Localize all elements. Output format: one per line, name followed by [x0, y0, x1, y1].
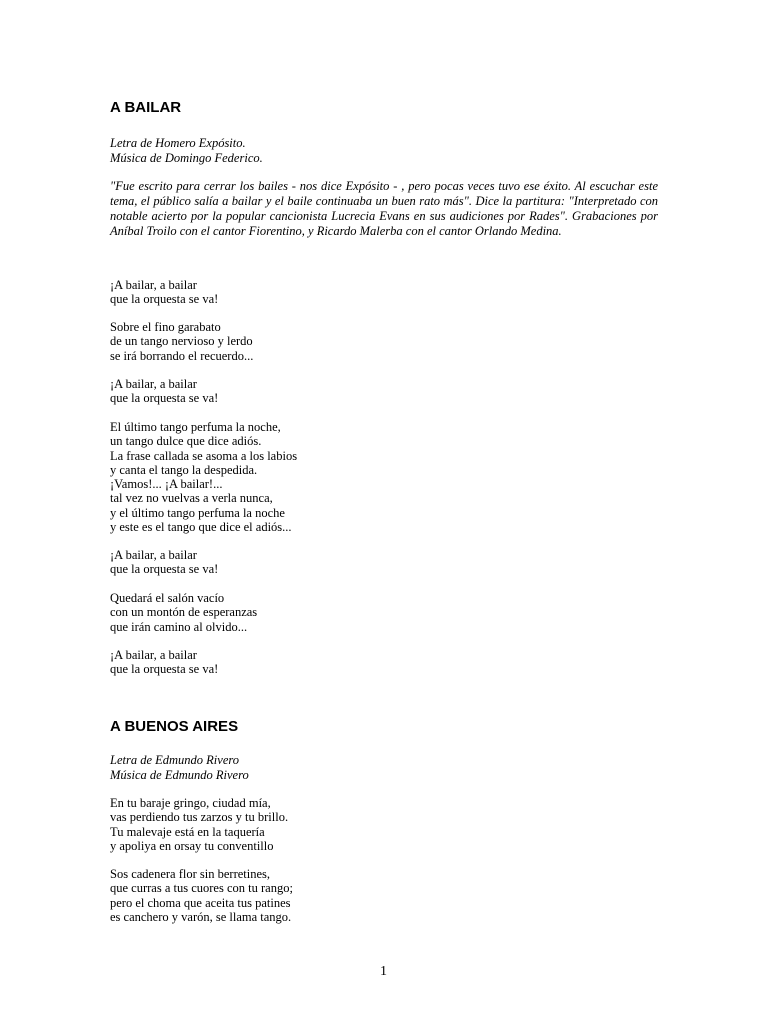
song-title: A BUENOS AIRES [110, 718, 239, 735]
verse-line: Quedará el salón vacío [110, 591, 225, 605]
verse-line: ¡A bailar, a bailar [110, 377, 197, 391]
verse-line: y este es el tango que dice el adiós... [110, 520, 292, 535]
verse-line: La frase callada se asoma a los labios [110, 448, 298, 463]
verse-line: que la orquesta se va! [110, 562, 219, 577]
verse-line: que la orquesta se va! [110, 391, 219, 406]
stanza [110, 591, 257, 634]
song-credits [110, 753, 249, 783]
verse-line: de un tango nervioso y lerdo [110, 334, 253, 349]
verse-line: un tango dulce que dice adiós. [110, 434, 262, 449]
verse-line: Sos cadenera flor sin berretines, [110, 867, 271, 881]
stanza [110, 320, 253, 363]
verse-line: se irá borrando el recuerdo... [110, 348, 254, 363]
music-credit: Música de Edmundo Rivero [110, 768, 249, 782]
stanza [110, 278, 218, 307]
music-credit: Música de Domingo Federico. [110, 151, 263, 165]
lyrics-credit: Letra de Homero Expósito. [110, 136, 246, 150]
stanza [110, 548, 218, 577]
stanza [110, 648, 218, 677]
verse-line: ¡Vamos!... ¡A bailar!... [110, 477, 223, 492]
verse-line: Sobre el fino garabato [110, 320, 221, 334]
verse-line: En tu baraje gringo, ciudad mía, [110, 796, 271, 810]
stanza [110, 377, 218, 406]
verse-line: ¡A bailar, a bailar [110, 648, 197, 662]
verse-line: ¡A bailar, a bailar [110, 278, 197, 292]
verse-line: que irán camino al olvido... [110, 619, 248, 634]
document-page [110, 0, 658, 1024]
verse-line: Tu malevaje está en la taquería [110, 824, 265, 839]
stanza [110, 867, 293, 924]
song-title: A BAILAR [110, 99, 182, 116]
song-credits [110, 136, 263, 166]
verse-line: vas perdiendo tus zarzos y tu brillo. [110, 810, 289, 825]
verse-line: El último tango perfuma la noche, [110, 420, 281, 434]
verse-line: tal vez no vuelvas a verla nunca, [110, 491, 273, 506]
page-number: 1 [380, 964, 387, 979]
song-note: "Fue escrito para cerrar los bailes - nos dice Expósito - , pero pocas veces tuvo ese éxito. Al escuchar este tema, el público salía a bailar y el baile continuaba un buen rato más". Dice la partitura: "Interpretado con notable acierto por la popular cancionista Lucrecia Evans en sus audiciones por Rades". Grabaciones por Aníbal Troilo con el cantor Fiorentino, y Ricardo Malerba con el cantor Orlando Medina. [110, 179, 658, 238]
stanza [110, 796, 288, 853]
verse-line: ¡A bailar, a bailar [110, 548, 197, 562]
verse-line: que la orquesta se va! [110, 662, 219, 677]
verse-line: y canta el tango la despedida. [110, 462, 258, 477]
verse-line: que la orquesta se va! [110, 292, 219, 307]
verse-line: es canchero y varón, se llama tango. [110, 909, 292, 924]
verse-line: pero el choma que aceita tus patines [110, 895, 291, 910]
verse-line: y el último tango perfuma la noche [110, 505, 285, 520]
lyrics-credit: Letra de Edmundo Rivero [110, 753, 240, 767]
stanza [110, 420, 297, 534]
verse-line: y apoliya en orsay tu conventillo [110, 838, 274, 853]
verse-line: que curras a tus cuores con tu rango; [110, 881, 293, 896]
verse-line: con un montón de esperanzas [110, 605, 258, 620]
